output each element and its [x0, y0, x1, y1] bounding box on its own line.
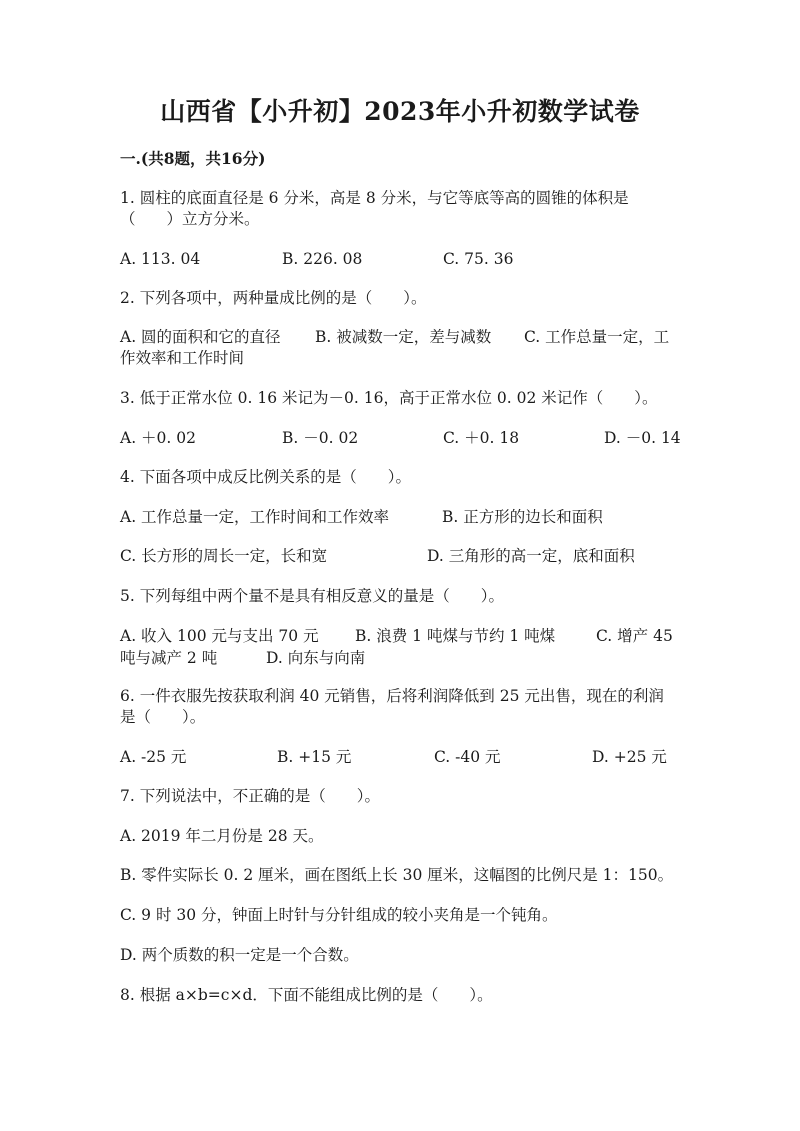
question-3-option-c: C. ＋0. 18 — [443, 429, 520, 447]
question-7-option-b: B. 零件实际长 0. 2 厘米，画在图纸上长 30 厘米，这幅图的比例尺是 1：150。 — [120, 866, 674, 884]
page-title: 山西省【小升初】2023年小升初数学试卷 — [160, 97, 640, 126]
question-3-option-b: B. －0. 02 — [282, 429, 359, 447]
question-1-stem-line1: 1. 圆柱的底面直径是 6 分米，高是 8 分米，与它等底等高的圆锥的体积是 — [120, 189, 629, 207]
section-heading: 一.(共8题，共16分) — [120, 149, 266, 168]
question-2-option-b: B. 被减数一定，差与减数 — [315, 328, 492, 346]
question-3-option-d: D. －0. 14 — [604, 429, 681, 447]
question-8-stem: 8. 根据 a×b=c×d．下面不能组成比例的是（ ）。 — [120, 986, 493, 1004]
question-6-option-b: B. +15 元 — [277, 748, 352, 766]
question-4-option-d: D. 三角形的高一定，底和面积 — [427, 547, 635, 565]
question-5-option-d: D. 向东与向南 — [266, 649, 366, 667]
question-1-stem-line2: （ ）立方分米。 — [120, 210, 260, 228]
question-5-option-b: B. 浪费 1 吨煤与节约 1 吨煤 — [355, 627, 556, 645]
question-6-stem-line2: 是（ ）。 — [120, 708, 206, 726]
question-6-option-a: A. -25 元 — [120, 748, 187, 766]
question-5-stem: 5. 下列每组中两个量不是具有相反意义的量是（ ）。 — [120, 587, 504, 605]
question-4-option-a: A. 工作总量一定，工作时间和工作效率 — [120, 508, 390, 526]
question-3-stem: 3. 低于正常水位 0. 16 米记为－0. 16，高于正常水位 0. 02 米记作（ ）。 — [120, 389, 658, 407]
question-1-option-c: C. 75. 36 — [443, 250, 514, 268]
question-7-option-c: C. 9 时 30 分，钟面上时针与分针组成的较小夹角是一个钝角。 — [120, 906, 558, 924]
question-4-stem: 4. 下面各项中成反比例关系的是（ ）。 — [120, 468, 411, 486]
question-3-option-a: A. ＋0. 02 — [120, 429, 196, 447]
question-7-option-a: A. 2019 年二月份是 28 天。 — [120, 827, 324, 845]
question-6-option-c: C. -40 元 — [434, 748, 501, 766]
question-2-option-c-continued: 作效率和工作时间 — [120, 349, 245, 367]
question-5-option-c: C. 增产 45 — [596, 627, 673, 645]
question-6-option-d: D. +25 元 — [592, 748, 667, 766]
question-4-option-c: C. 长方形的周长一定，长和宽 — [120, 547, 328, 565]
question-7-option-d: D. 两个质数的积一定是一个合数。 — [120, 946, 359, 964]
question-6-stem-line1: 6. 一件衣服先按获取利润 40 元销售，后将利润降低到 25 元出售，现在的利润 — [120, 687, 664, 705]
question-1-option-b: B. 226. 08 — [282, 250, 363, 268]
question-2-stem: 2. 下列各项中，两种量成比例的是（ ）。 — [120, 289, 427, 307]
question-5-option-a: A. 收入 100 元与支出 70 元 — [120, 627, 319, 645]
question-1-option-a: A. 113. 04 — [120, 250, 201, 268]
question-2-option-a: A. 圆的面积和它的直径 — [120, 328, 281, 346]
question-2-option-c: C. 工作总量一定，工 — [524, 328, 670, 346]
question-4-option-b: B. 正方形的边长和面积 — [442, 508, 603, 526]
question-5-option-c-continued: 吨与减产 2 吨 — [120, 649, 218, 667]
question-7-stem: 7. 下列说法中，不正确的是（ ）。 — [120, 787, 380, 805]
